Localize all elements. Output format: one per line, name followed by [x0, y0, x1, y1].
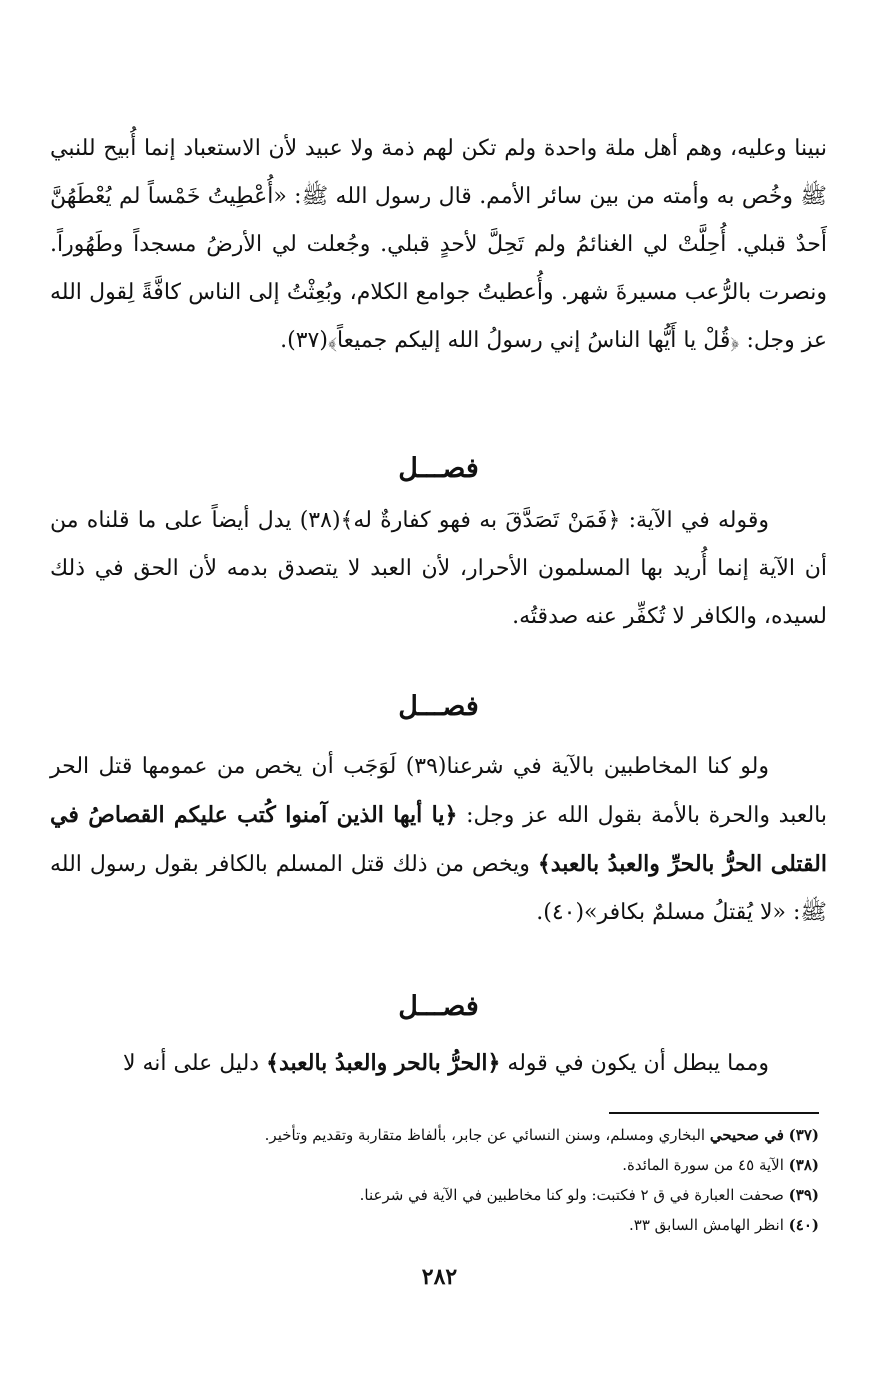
body-paragraph-3 — [50, 743, 827, 937]
footnote-item: (٣٨) الآية ٤٥ من سورة المائدة. — [622, 1156, 819, 1174]
quran-quote: ﴿يا أيها الذين آمنوا كُتب عليكم القصاصُ في القتلى الحرُّ بالحرِّ والعبدُ بالعبد﴾ — [50, 802, 827, 877]
section-title-2: فصـــل — [398, 691, 479, 722]
footnote-item: (٣٧) في صحيحي البخاري ومسلم، وسنن النسائي عن جابر، بألفاظ متقاربة وتقديم وتأخير. — [264, 1126, 819, 1144]
body-paragraph-1: نبينا وعليه، وهم أهل ملة واحدة ولم تكن لهم ذمة ولا عبيد لأن الاستعباد إنما أُبيح للنبي ﷺ وخُص به وأمته من بين سائر الأمم. قال رسول الله ﷺ: «أُعْطِيتُ خَمْساً لم يُعْطَهُنَّ أَحدٌ قبلي. أُحِلَّتْ لي الغنائمُ ولم تَحِلَّ لأحدٍ قبلي. وجُعلت لي الأرضُ مسجداً وطَهُوراً. ونصرت بالرُّعب مسيرةَ شهر. وأُعطيتُ جوامع الكلام، وبُعِثْتُ إلى الناس كافَّةً لِقول الله عز وجل: ﴿قُلْ يا أَيُّها الناسُ إني رسولُ الله إليكم جميعاً﴾(٣٧). — [50, 136, 827, 353]
footnote-item: (٤٠) انظر الهامش السابق ٣٣. — [629, 1216, 819, 1234]
page-number: ٢٨٢ — [421, 1264, 458, 1290]
section-title-3: فصـــل — [398, 991, 479, 1022]
footnote-item: (٣٩) صحفت العبارة في ق ٢ فكتبت: ولو كنا مخاطبين في الآية في شرعنا. — [359, 1186, 819, 1204]
footnotes-list — [60, 1120, 819, 1240]
paragraph-4-text-end: دليل على أنه لا — [122, 1051, 267, 1076]
footnote-separator — [609, 1112, 819, 1114]
quran-quote: ﴿الحرُّ بالحر والعبدُ بالعبد﴾ — [266, 1050, 501, 1076]
paragraph-3-text-end: ويخص من ذلك قتل المسلم بالكافر بقول رسول الله ﷺ: «لا يُقتلُ مسلمٌ بكافر»(٤٠). — [50, 852, 827, 925]
body-paragraph-2: وقوله في الآية: ﴿فَمَنْ تَصَدَّقَ به فهو كفارةٌ له﴾(٣٨) يدل أيضاً على ما قلناه من أن الآية إنما أُريد بها المسلمون الأحرار، لأن العبد لا يتصدق بدمه لأن الحق في ذلك لسيده، والكافر لا تُكفِّر عنه صدقتُه. — [50, 508, 827, 629]
paragraph-3-text-start: ولو كنا المخاطبين بالآية في شرعنا(٣٩) لَوَجَب أن يخص من عمومها قتل الحر بالعبد والحرة بالأمة بقول الله عز وجل: — [50, 754, 827, 828]
paragraph-4-text-start: ومما يبطل أن يكون في قوله — [500, 1051, 769, 1076]
section-title-1: فصـــل — [398, 453, 479, 484]
body-paragraph-4 — [50, 1039, 827, 1088]
